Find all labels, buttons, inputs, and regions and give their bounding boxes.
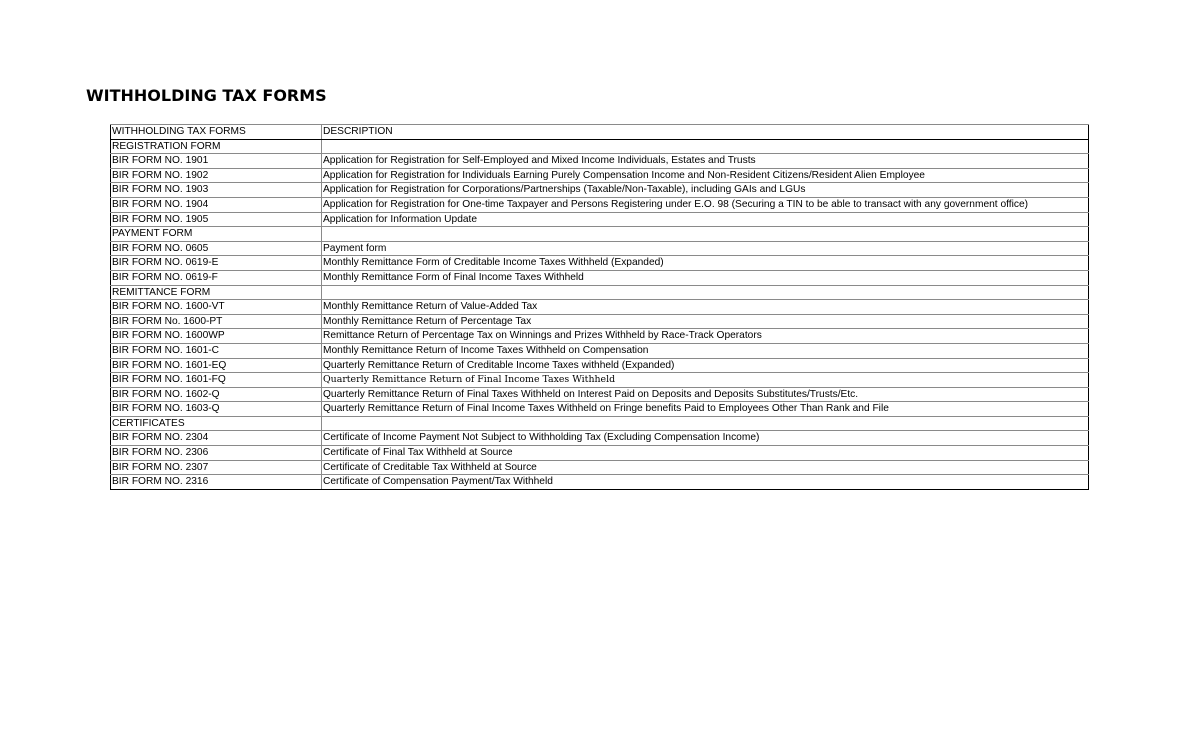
description-cell: Quarterly Remittance Return of Creditable Income Taxes withheld (Expanded) [322, 358, 1089, 373]
table-row [111, 475, 1089, 490]
table-row [111, 373, 1089, 388]
table-row [111, 387, 1089, 402]
description-cell: Monthly Remittance Form of Creditable Income Taxes Withheld (Expanded) [322, 256, 1089, 271]
form-number-cell: BIR FORM NO. 0605 [111, 241, 322, 256]
table-row [111, 256, 1089, 271]
section-row-certificates [111, 416, 1089, 431]
description-cell [322, 139, 1089, 154]
column-header-description: DESCRIPTION [322, 125, 1089, 140]
form-number-cell: BIR FORM NO. 1602-Q [111, 387, 322, 402]
description-cell: Monthly Remittance Form of Final Income Taxes Withheld [322, 270, 1089, 285]
table-row [111, 402, 1089, 417]
table-row [111, 241, 1089, 256]
description-cell [322, 285, 1089, 300]
table-row [111, 343, 1089, 358]
description-cell: Remittance Return of Percentage Tax on Winnings and Prizes Withheld by Race-Track Operators [322, 329, 1089, 344]
table-row [111, 154, 1089, 169]
description-cell: Application for Registration for Self-Employed and Mixed Income Individuals, Estates and Trusts [322, 154, 1089, 169]
description-cell: Certificate of Compensation Payment/Tax Withheld [322, 475, 1089, 490]
description-cell [322, 416, 1089, 431]
description-cell [322, 227, 1089, 242]
description-cell: Monthly Remittance Return of Percentage Tax [322, 314, 1089, 329]
description-cell: Application for Registration for Corporations/Partnerships (Taxable/Non-Taxable), including GAIs and LGUs [322, 183, 1089, 198]
description-cell: Application for Registration for Individuals Earning Purely Compensation Income and Non-Resident Citizens/Resident Alien Employee [322, 168, 1089, 183]
table-row [111, 183, 1089, 198]
form-number-cell: BIR FORM NO. 1902 [111, 168, 322, 183]
table-row [111, 314, 1089, 329]
form-number-cell: BIR FORM NO. 0619-F [111, 270, 322, 285]
form-number-cell: BIR FORM NO. 1600-VT [111, 300, 322, 315]
section-row-registration [111, 139, 1089, 154]
table-row [111, 300, 1089, 315]
description-cell: Certificate of Income Payment Not Subject to Withholding Tax (Excluding Compensation Income) [322, 431, 1089, 446]
form-number-cell: BIR FORM NO. 2304 [111, 431, 322, 446]
form-number-cell: BIR FORM NO. 1600WP [111, 329, 322, 344]
description-cell: Monthly Remittance Return of Value-Added Tax [322, 300, 1089, 315]
table-row [111, 329, 1089, 344]
form-number-cell: BIR FORM NO. 2316 [111, 475, 322, 490]
table-row [111, 460, 1089, 475]
section-row-remittance [111, 285, 1089, 300]
description-cell: Quarterly Remittance Return of Final Income Taxes Withheld [322, 373, 1089, 388]
form-number-cell: BIR FORM NO. 1601-C [111, 343, 322, 358]
table-row [111, 446, 1089, 461]
table-row [111, 197, 1089, 212]
page-title: WITHHOLDING TAX FORMS [86, 86, 327, 105]
section-label: REGISTRATION FORM [111, 139, 322, 154]
column-header-form: WITHHOLDING TAX FORMS [111, 125, 322, 140]
section-label: PAYMENT FORM [111, 227, 322, 242]
form-number-cell: BIR FORM NO. 1904 [111, 197, 322, 212]
description-cell: Application for Information Update [322, 212, 1089, 227]
description-cell: Monthly Remittance Return of Income Taxes Withheld on Compensation [322, 343, 1089, 358]
table-row [111, 168, 1089, 183]
form-number-cell: BIR FORM NO. 1905 [111, 212, 322, 227]
form-number-cell: BIR FORM NO. 0619-E [111, 256, 322, 271]
form-number-cell: BIR FORM NO. 2307 [111, 460, 322, 475]
description-cell: Certificate of Final Tax Withheld at Source [322, 446, 1089, 461]
form-number-cell: BIR FORM NO. 1901 [111, 154, 322, 169]
form-number-cell: BIR FORM NO. 1601-FQ [111, 373, 322, 388]
table-body [111, 125, 1089, 490]
table-row [111, 358, 1089, 373]
description-cell: Application for Registration for One-time Taxpayer and Persons Registering under E.O. 98 (Securing a TIN to be able to transact with any government office) [322, 197, 1089, 212]
description-cell: Quarterly Remittance Return of Final Income Taxes Withheld on Fringe benefits Paid to Employees Other Than Rank and File [322, 402, 1089, 417]
table-row [111, 212, 1089, 227]
form-number-cell: BIR FORM NO. 2306 [111, 446, 322, 461]
description-cell: Quarterly Remittance Return of Final Taxes Withheld on Interest Paid on Deposits and Deposits Substitutes/Trusts/Etc. [322, 387, 1089, 402]
form-number-cell: BIR FORM No. 1600-PT [111, 314, 322, 329]
form-number-cell: BIR FORM NO. 1601-EQ [111, 358, 322, 373]
table-row [111, 431, 1089, 446]
form-number-cell: BIR FORM NO. 1603-Q [111, 402, 322, 417]
table-row [111, 270, 1089, 285]
description-cell: Certificate of Creditable Tax Withheld at Source [322, 460, 1089, 475]
table-header-row [111, 125, 1089, 140]
section-label: CERTIFICATES [111, 416, 322, 431]
section-label: REMITTANCE FORM [111, 285, 322, 300]
form-number-cell: BIR FORM NO. 1903 [111, 183, 322, 198]
section-row-payment [111, 227, 1089, 242]
description-cell: Payment form [322, 241, 1089, 256]
withholding-tax-forms-table [110, 124, 1089, 490]
